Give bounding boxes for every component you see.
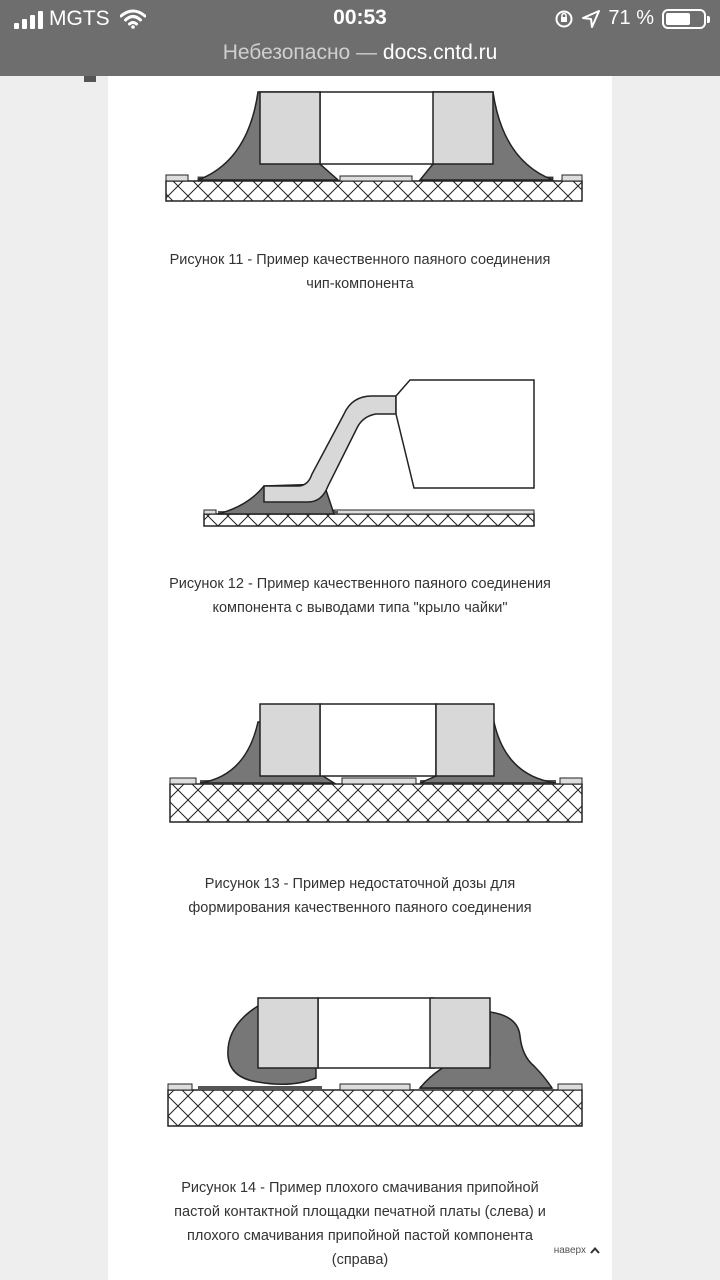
orientation-lock-icon xyxy=(554,9,574,29)
figure-13-caption: Рисунок 13 - Пример недостаточной дозы для формирования качественного паяного соединения xyxy=(188,876,532,916)
location-icon xyxy=(582,10,600,28)
security-label: Небезопасно — xyxy=(222,41,383,64)
clock: 00:53 xyxy=(333,6,387,29)
figure-12-caption: Рисунок 12 - Пример качественного паяного соединения компонента с выводами типа "крыло чайки" xyxy=(169,576,551,616)
status-bar xyxy=(0,0,720,40)
figure-11-diagram xyxy=(108,76,612,206)
carrier-name: MGTS xyxy=(49,7,110,30)
figure-11-caption: Рисунок 11 - Пример качественного паяного соединения чип-компонента xyxy=(169,252,551,292)
document-page xyxy=(108,76,612,1280)
back-to-top-label: наверх xyxy=(553,1245,586,1256)
figure-13-diagram xyxy=(108,700,612,826)
figure-12-diagram xyxy=(108,376,612,531)
battery-icon xyxy=(662,9,706,29)
chevron-up-icon xyxy=(590,1247,600,1254)
url-domain: docs.cntd.ru xyxy=(382,41,498,64)
back-to-top-link[interactable] xyxy=(554,1245,600,1256)
address-bar[interactable] xyxy=(0,40,720,76)
battery-percent: 71 % xyxy=(608,7,654,29)
figure-14-caption: Рисунок 14 - Пример плохого смачивания припойной пастой контактной площадки печатной платы (слева) и плохого смачивания припойной пастой компонента (справа) xyxy=(174,1180,546,1268)
page-edge-marker xyxy=(84,76,96,82)
figure-14-diagram xyxy=(108,996,612,1130)
